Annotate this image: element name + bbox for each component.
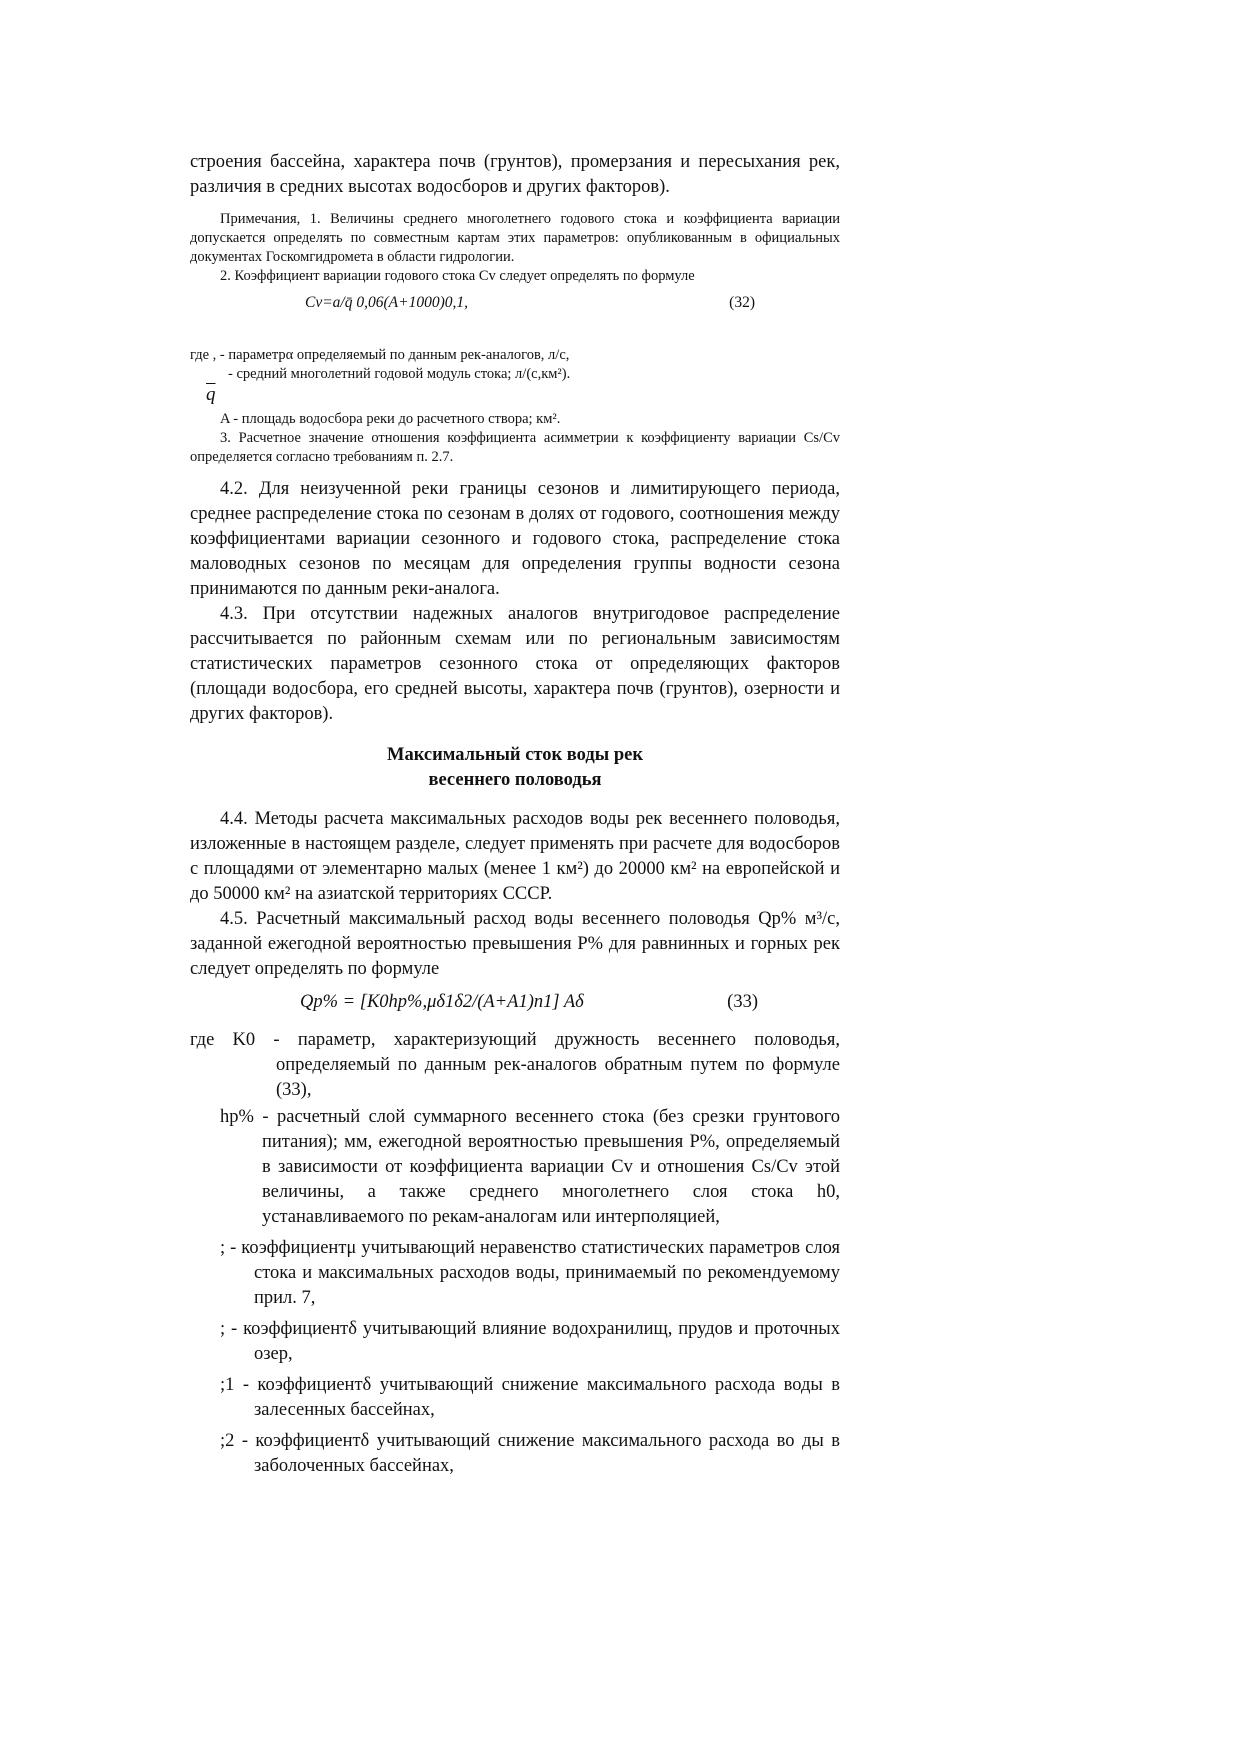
note-2: 2. Коэффициент вариации годового стока Cv следует определять по формуле xyxy=(220,268,695,284)
paragraph-4-4: 4.4. Методы расчета максимальных расходов воды рек весеннего половодья, изложенные в настоящем разделе, следует применять при расчете для водосборов с площадями от элементарно малых (менее 1 км²) до 20000 км² на европейской и до 50000 км² на азиатской территориях СССР. xyxy=(190,809,840,904)
where-area: A - площадь водосбора реки до расчетного створа; км². xyxy=(220,411,561,427)
document-page xyxy=(190,150,840,1479)
definition-delta2: ;2 - коэффициентδ учитывающий снижение максимального расхода во ды в заболоченных бассейнах, xyxy=(220,1431,840,1476)
formula-32-text: Cv=a/q̄ 0,06(A+1000)0,1, xyxy=(305,294,468,311)
paragraph-4-5: 4.5. Расчетный максимальный расход воды весеннего половодья Qp% м³/с, заданной ежегодной вероятностью превышения P% для равнинных и горных рек следует определять по формуле xyxy=(190,909,840,979)
formula-32 xyxy=(190,294,840,346)
paragraph-4-3: 4.3. При отсутствии надежных аналогов внутригодовое распределение рассчитывается по районным схемам или по региональным зависимостям статистических параметров сезонного стока от определяющих факторов (площади водосбора, его средней высоты, характера почв (грунтов), озерности и других факторов). xyxy=(190,604,840,724)
formula-33-number: (33) xyxy=(727,992,758,1012)
q-bar-symbol: $\overline{q}$ xyxy=(206,384,216,405)
section-heading-line2: весеннего половодья xyxy=(428,770,602,790)
definition-k0: где K0 - параметр, характеризующий дружность весеннего половодья, определяемый по данным рек-аналогов обратным путем по формуле (33), xyxy=(190,1030,840,1100)
formula-33 xyxy=(190,988,840,1028)
note-3: 3. Расчетное значение отношения коэффициента асимметрии к коэффициенту вариации Cs/Cv определяется согласно требованиям п. 2.7. xyxy=(190,430,840,465)
note-1: Примечания, 1. Величины среднего многолетнего годового стока и коэффициента вариации допускается определять по совместным картам этих параметров: опубликованным в официальных документах Госкомгидромета в области гидрологии. xyxy=(190,211,840,265)
section-heading-line1: Максимальный сток воды рек xyxy=(387,745,643,765)
definition-delta: ; - коэффициентδ учитывающий влияние водохранилищ, прудов и проточных озер, xyxy=(220,1319,840,1364)
definition-hp: hp% - расчетный слой суммарного весеннего стока (без срезки грунтового питания); мм, ежегодной вероятностью превышения P%, определяемый в зависимости от коэффициента вариации Cv и отношения Cs/Cv этой величины, а также среднего многолетнего слоя стока h0, устанавливаемого по рекам-аналогам или интерполяцией, xyxy=(220,1107,840,1227)
paragraph-4-2: 4.2. Для неизученной реки границы сезонов и лимитирующего периода, среднее распределение стока по сезонам в долях от годового, соотношения между коэффициентами вариации сезонного и годового стока, распределение стока маловодных сезонов по месяцам для определения группы водности сезона принимаются по данным реки-аналога. xyxy=(190,479,840,599)
where-q: - средний многолетний годовой модуль стока; л/(с,км²). xyxy=(228,366,571,382)
definition-delta1: ;1 - коэффициентδ учитывающий снижение максимального расхода воды в залесенных бассейнах, xyxy=(220,1375,840,1420)
formula-32-number: (32) xyxy=(729,294,755,311)
paragraph-intro: строения бассейна, характера почв (грунтов), промерзания и пересыхания рек, различия в средних высотах водосборов и других факторов). xyxy=(190,152,840,197)
definition-mu: ; - коэффициентμ учитывающий неравенство статистических параметров слоя стока и максимальных расходов воды, принимаемый по рекомендуемому прил. 7, xyxy=(220,1238,840,1308)
where-alpha: где , - параметрα определяемый по данным рек-аналогов, л/с, xyxy=(190,347,570,363)
formula-33-text: Qp% = [K0hp%,μδ1δ2/(A+A1)n1] Aδ xyxy=(300,992,584,1012)
